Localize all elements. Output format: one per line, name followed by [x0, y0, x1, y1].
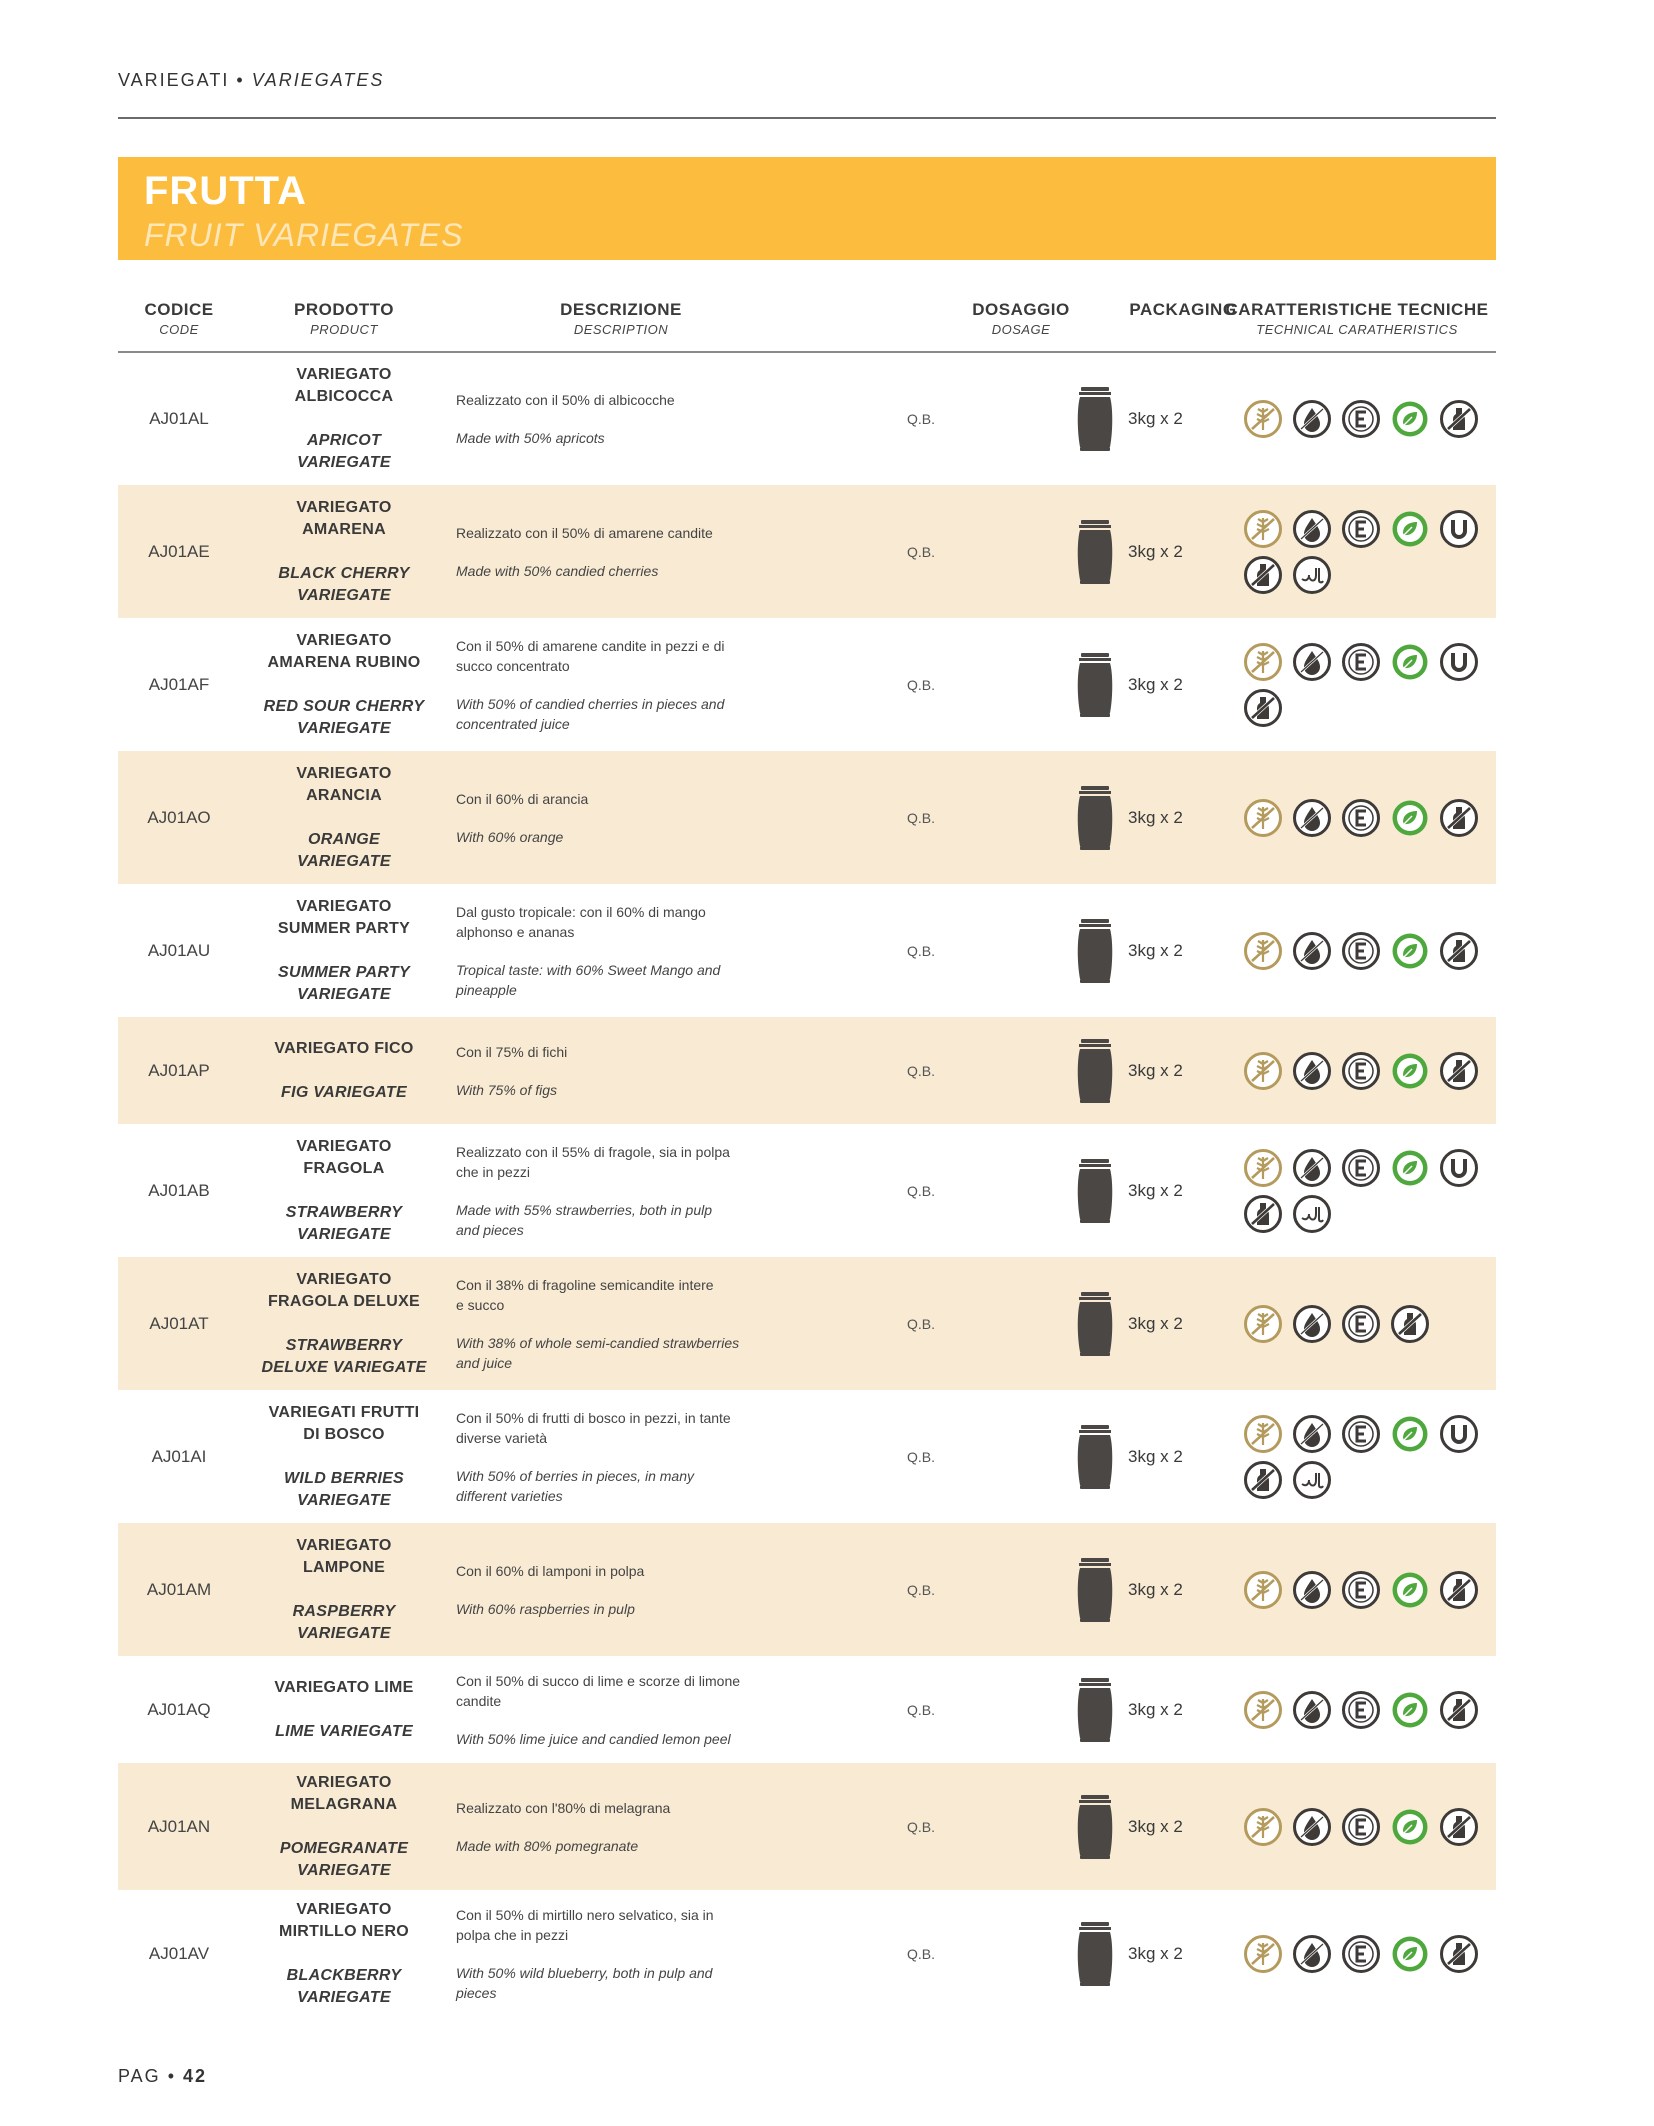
product-name-en-line: VARIEGATE — [297, 985, 391, 1003]
description-en-line: With 38% of whole semi-candied strawberries — [456, 1334, 740, 1351]
product-name-it-line: SUMMER PARTY — [277, 919, 411, 937]
description-it-line: Con il 75% di fichi — [456, 1043, 568, 1060]
packaging-text: 3kg x 2 — [1128, 1580, 1183, 1599]
vegan-icon — [1390, 1934, 1430, 1974]
no-alcohol-icon — [1439, 1807, 1479, 1847]
jar-icon — [1075, 1037, 1115, 1105]
description-en-line: Made with 50% apricots — [456, 430, 605, 446]
e-additive-free-icon — [1341, 1807, 1381, 1847]
table-row — [118, 751, 1496, 884]
col-dosage-sub: DOSAGE — [991, 322, 1051, 337]
description-en-line: Tropical taste: with 60% Sweet Mango and — [456, 961, 721, 978]
product-name-it-line: LAMPONE — [302, 1558, 386, 1576]
product-name-it-line: VARIEGATO — [296, 1137, 392, 1155]
col-description-main: DESCRIZIONE — [560, 300, 682, 319]
product-name — [240, 1763, 448, 1890]
table-row — [118, 485, 1496, 618]
product-name-en-line: DELUXE VARIEGATE — [261, 1358, 427, 1376]
vegan-icon — [1390, 931, 1430, 971]
jar-icon — [1075, 385, 1115, 453]
product-name-en-line: VARIEGATE — [297, 852, 391, 870]
vegan-icon — [1390, 1807, 1430, 1847]
product-name-en-line: APRICOT — [306, 432, 382, 449]
product-name-en-line: VARIEGATE — [297, 586, 391, 604]
description-it-line: Con il 50% di frutti di bosco in pezzi, in tante — [456, 1409, 731, 1426]
product-name-it-line: VARIEGATO — [296, 366, 392, 383]
no-alcohol-icon — [1243, 555, 1283, 595]
table-row — [118, 1890, 1496, 2017]
table-row — [118, 1390, 1496, 1523]
description-it-line: Con il 50% di succo di lime e scorze di limone — [456, 1672, 741, 1689]
product-name-en-line: VARIEGATE — [297, 1225, 391, 1243]
product-name — [240, 353, 448, 485]
category-title: FRUTTA — [144, 169, 307, 213]
col-product — [240, 300, 448, 337]
table-row — [118, 1257, 1496, 1390]
col-description-sub: DESCRIPTION — [573, 322, 669, 337]
col-code-main: CODICE — [144, 300, 214, 319]
packaging-text: 3kg x 2 — [1128, 941, 1183, 960]
product-dosage: Q.B. — [906, 942, 935, 959]
no-alcohol-icon — [1390, 1304, 1430, 1344]
no-alcohol-icon — [1439, 1570, 1479, 1610]
table-row — [118, 1656, 1496, 1763]
product-name — [240, 1523, 448, 1656]
feature-icons — [1238, 1124, 1496, 1257]
product-dosage: Q.B. — [906, 1182, 935, 1199]
gluten-free-icon — [1243, 1690, 1283, 1730]
feature-icons — [1238, 1890, 1496, 2017]
description-en-line: different varieties — [456, 1487, 563, 1504]
jar-icon — [1075, 917, 1115, 985]
product-name — [240, 751, 448, 884]
palm-oil-free-icon — [1292, 1051, 1332, 1091]
description-it-line: polpa che in pezzi — [456, 1926, 569, 1943]
description-en-line: With 50% wild blueberry, both in pulp and — [456, 1964, 713, 1981]
table-row — [118, 1124, 1496, 1257]
jar-icon — [1075, 1157, 1115, 1225]
vegan-icon — [1390, 399, 1430, 439]
product-name-it-line: VARIEGATO — [296, 1900, 392, 1918]
product-dosage: Q.B. — [906, 1818, 935, 1835]
kosher-u-icon — [1439, 642, 1479, 682]
page-separator: • — [167, 2066, 177, 2086]
description-it-line: diverse varietà — [456, 1429, 548, 1446]
e-additive-free-icon — [1341, 509, 1381, 549]
packaging-text: 3kg x 2 — [1128, 808, 1183, 827]
jar-icon — [1075, 651, 1115, 719]
description-it-line: che in pezzi — [456, 1163, 530, 1180]
description-en-line: With 60% orange — [456, 828, 564, 845]
product-code: AJ01AV — [148, 1943, 210, 1963]
jar-icon — [1075, 1556, 1115, 1624]
product-dosage: Q.B. — [906, 1315, 935, 1332]
product-name-it-line: FRAGOLA — [303, 1159, 385, 1177]
table-header — [118, 300, 1496, 352]
feature-icons — [1238, 1656, 1496, 1763]
product-name-en-line: RED SOUR CHERRY — [263, 697, 425, 715]
description-en-line: pieces — [456, 1984, 497, 2001]
no-alcohol-icon — [1439, 399, 1479, 439]
feature-icons — [1238, 353, 1496, 485]
product-name-it-line: AMARENA RUBINO — [267, 653, 421, 671]
product-name-en-line: BLACK CHERRY — [278, 564, 410, 582]
product-code: AJ01AQ — [147, 1699, 211, 1719]
product-name-it-line: VARIEGATO — [296, 764, 392, 782]
palm-oil-free-icon — [1292, 509, 1332, 549]
e-additive-free-icon — [1341, 399, 1381, 439]
packaging-text: 3kg x 2 — [1128, 1181, 1183, 1200]
col-packaging-main: PACKAGING — [1129, 300, 1237, 319]
feature-icons — [1238, 751, 1496, 884]
no-alcohol-icon — [1439, 1690, 1479, 1730]
e-additive-free-icon — [1341, 1148, 1381, 1188]
product-description — [456, 618, 786, 751]
product-code: AJ01AT — [149, 1313, 209, 1333]
product-description — [456, 353, 786, 485]
table-row — [118, 1017, 1496, 1124]
description-it-line: succo concentrato — [456, 657, 570, 674]
product-name-it-line: VARIEGATO — [296, 1270, 392, 1288]
description-en-line: and juice — [456, 1354, 513, 1371]
no-alcohol-icon — [1243, 688, 1283, 728]
product-name-it-line: VARIEGATO FICO — [274, 1039, 414, 1057]
jar-icon — [1075, 784, 1115, 852]
jar-icon — [1075, 518, 1115, 586]
gluten-free-icon — [1243, 1807, 1283, 1847]
product-name — [240, 618, 448, 751]
e-additive-free-icon — [1341, 798, 1381, 838]
palm-oil-free-icon — [1292, 399, 1332, 439]
packaging-text: 3kg x 2 — [1128, 675, 1183, 694]
product-name-it-line: VARIEGATO — [296, 1536, 392, 1554]
product-name-en-line: RASPBERRY — [292, 1602, 396, 1620]
palm-oil-free-icon — [1292, 1414, 1332, 1454]
description-it-line: Realizzato con il 50% di albicocche — [456, 392, 675, 408]
product-dosage: Q.B. — [906, 1448, 935, 1465]
table-row — [118, 1763, 1496, 1890]
jar-icon — [1075, 1423, 1115, 1491]
table-row — [118, 618, 1496, 751]
section-label-it: VARIEGATI — [118, 70, 230, 90]
product-name-en-line: VARIEGATE — [297, 1861, 391, 1879]
palm-oil-free-icon — [1292, 931, 1332, 971]
product-description — [456, 1763, 786, 1890]
description-en-line: With 50% of berries in pieces, in many — [456, 1467, 694, 1484]
gluten-free-icon — [1243, 931, 1283, 971]
description-en-line: Made with 50% candied cherries — [456, 562, 659, 579]
feature-icons — [1238, 884, 1496, 1017]
product-name-it-line: VARIEGATO — [296, 631, 392, 649]
page-number: 42 — [183, 2066, 208, 2086]
product-description — [456, 1017, 786, 1124]
description-it-line: Con il 50% di mirtillo nero selvatico, sia in — [456, 1906, 714, 1923]
description-en-line: With 50% lime juice and candied lemon peel — [456, 1730, 731, 1747]
product-name-en-line: VARIEGATE — [297, 1624, 391, 1642]
description-it-line: Realizzato con l'80% di melagrana — [456, 1799, 671, 1816]
kosher-u-icon — [1439, 1414, 1479, 1454]
col-code — [118, 300, 240, 337]
product-name — [240, 1656, 448, 1763]
product-dosage: Q.B. — [906, 1581, 935, 1598]
description-it-line: Con il 38% di fragoline semicandite intere — [456, 1276, 714, 1293]
product-name-it-line: ALBICOCCA — [294, 388, 394, 405]
packaging-text: 3kg x 2 — [1128, 542, 1183, 561]
halal-icon — [1292, 555, 1332, 595]
product-name-en-line: STRAWBERRY — [285, 1203, 403, 1221]
no-alcohol-icon — [1243, 1194, 1283, 1234]
product-name-en-line: SUMMER PARTY — [278, 963, 410, 981]
description-it-line: Realizzato con il 55% di fragole, sia in polpa — [456, 1143, 730, 1160]
page-label: PAG — [118, 2066, 161, 2086]
palm-oil-free-icon — [1292, 1934, 1332, 1974]
e-additive-free-icon — [1341, 1414, 1381, 1454]
product-name — [240, 1124, 448, 1257]
e-additive-free-icon — [1341, 931, 1381, 971]
col-features-main: CARATTERISTICHE TECNICHE — [1225, 300, 1489, 319]
product-description — [456, 1523, 786, 1656]
description-en-line: Made with 55% strawberries, both in pulp — [456, 1201, 713, 1218]
product-name-it-line: AMARENA — [302, 520, 386, 538]
top-divider — [118, 117, 1496, 119]
category-banner — [118, 157, 1496, 260]
jar-icon — [1075, 1290, 1115, 1358]
e-additive-free-icon — [1341, 1570, 1381, 1610]
product-name-en-line: STRAWBERRY — [285, 1336, 403, 1354]
product-name-en-line: VARIEGATE — [297, 1988, 391, 2006]
jar-icon — [1075, 1676, 1115, 1744]
product-name-en-line: POMEGRANATE — [279, 1839, 409, 1857]
product-dosage: Q.B. — [906, 1062, 935, 1079]
product-name-en-line: FIG VARIEGATE — [281, 1083, 407, 1101]
vegan-icon — [1390, 642, 1430, 682]
vegan-icon — [1390, 1570, 1430, 1610]
vegan-icon — [1390, 1051, 1430, 1091]
product-name-it-line: DI BOSCO — [303, 1425, 385, 1443]
description-en-line: With 50% of candied cherries in pieces and — [456, 695, 725, 712]
gluten-free-icon — [1243, 1051, 1283, 1091]
description-it-line: Con il 60% di arancia — [456, 790, 589, 807]
e-additive-free-icon — [1341, 1051, 1381, 1091]
product-description — [456, 1257, 786, 1390]
product-dosage: Q.B. — [906, 676, 935, 693]
product-description — [456, 1890, 786, 2017]
product-name-it-line: VARIEGATO — [296, 1773, 392, 1791]
product-code: AJ01AM — [146, 1579, 212, 1599]
gluten-free-icon — [1243, 399, 1283, 439]
product-name-en-line: VARIEGATE — [297, 719, 391, 737]
feature-icons — [1238, 1390, 1496, 1523]
halal-icon — [1292, 1460, 1332, 1500]
description-it-line: Con il 50% di amarene candite in pezzi e di — [456, 637, 725, 654]
product-name-en-line: ORANGE — [307, 830, 381, 848]
vegan-icon — [1390, 509, 1430, 549]
vegan-icon — [1390, 1414, 1430, 1454]
product-name-it-line: VARIEGATO LIME — [274, 1678, 414, 1696]
packaging-text: 3kg x 2 — [1128, 1314, 1183, 1333]
feature-icons — [1238, 1257, 1496, 1390]
product-name — [240, 1390, 448, 1523]
gluten-free-icon — [1243, 642, 1283, 682]
product-dosage: Q.B. — [906, 411, 935, 427]
product-dosage: Q.B. — [906, 809, 935, 826]
description-en-line: concentrated juice — [456, 715, 570, 732]
product-code: AJ01AL — [149, 409, 209, 428]
jar-icon — [1075, 1920, 1115, 1988]
packaging-text: 3kg x 2 — [1128, 1061, 1183, 1080]
product-name — [240, 1890, 448, 2017]
gluten-free-icon — [1243, 1148, 1283, 1188]
product-name — [240, 884, 448, 1017]
product-name-it-line: ARANCIA — [306, 786, 382, 804]
gluten-free-icon — [1243, 1304, 1283, 1344]
product-dosage: Q.B. — [906, 1945, 935, 1962]
product-code: AJ01AN — [147, 1816, 211, 1836]
feature-icons — [1238, 1763, 1496, 1890]
product-description — [456, 751, 786, 884]
description-it-line: Dal gusto tropicale: con il 60% di mango — [456, 903, 706, 920]
product-name-it-line: MIRTILLO NERO — [278, 1922, 410, 1940]
vegan-icon — [1390, 1690, 1430, 1730]
product-description — [456, 884, 786, 1017]
packaging-text: 3kg x 2 — [1128, 409, 1183, 428]
description-en-line: and pieces — [456, 1221, 524, 1238]
no-alcohol-icon — [1439, 1051, 1479, 1091]
product-name — [240, 1017, 448, 1124]
col-features-sub: TECHNICAL CARATHERISTICS — [1256, 322, 1458, 337]
description-en-line: pineapple — [456, 981, 517, 998]
product-code: AJ01AU — [147, 940, 211, 960]
page-footer — [118, 2066, 207, 2087]
packaging-text: 3kg x 2 — [1128, 1700, 1183, 1719]
product-code: AJ01AE — [148, 541, 210, 561]
kosher-u-icon — [1439, 509, 1479, 549]
product-description — [456, 1390, 786, 1523]
gluten-free-icon — [1243, 798, 1283, 838]
palm-oil-free-icon — [1292, 798, 1332, 838]
product-name-en-line: VARIEGATE — [297, 1491, 391, 1509]
description-it-line: e succo — [456, 1296, 505, 1313]
col-description — [456, 300, 786, 337]
description-en-line: Made with 80% pomegranate — [456, 1837, 639, 1854]
product-name-it-line: VARIEGATI FRUTTI — [268, 1403, 420, 1421]
product-name-en-line: BLACKBERRY — [286, 1966, 402, 1984]
product-name-en-line: WILD BERRIES — [283, 1469, 405, 1487]
description-it-line: Realizzato con il 50% di amarene candite — [456, 524, 713, 541]
product-description — [456, 485, 786, 618]
halal-icon — [1292, 1194, 1332, 1234]
feature-icons — [1238, 1523, 1496, 1656]
e-additive-free-icon — [1341, 1304, 1381, 1344]
gluten-free-icon — [1243, 1934, 1283, 1974]
packaging-text: 3kg x 2 — [1128, 1817, 1183, 1836]
product-name-en-line: VARIEGATE — [297, 454, 391, 471]
section-separator: • — [236, 70, 245, 90]
palm-oil-free-icon — [1292, 1690, 1332, 1730]
category-subtitle: FRUIT VARIEGATES — [144, 217, 464, 253]
packaging-text: 3kg x 2 — [1128, 1944, 1183, 1963]
product-name-it-line: VARIEGATO — [296, 897, 392, 915]
table-row — [118, 884, 1496, 1017]
palm-oil-free-icon — [1292, 1148, 1332, 1188]
product-code: AJ01AF — [148, 674, 210, 694]
feature-icons — [1238, 1017, 1496, 1124]
product-dosage: Q.B. — [906, 1701, 935, 1718]
kosher-u-icon — [1439, 1148, 1479, 1188]
table-row — [118, 353, 1496, 485]
feature-icons — [1238, 618, 1496, 751]
e-additive-free-icon — [1341, 642, 1381, 682]
description-en-line: With 75% of figs — [456, 1081, 558, 1098]
col-product-sub: PRODUCT — [310, 322, 378, 337]
product-name-it-line: VARIEGATO — [296, 498, 392, 516]
col-code-sub: CODE — [159, 322, 199, 337]
product-name — [240, 1257, 448, 1390]
section-label — [118, 70, 384, 91]
vegan-icon — [1390, 798, 1430, 838]
palm-oil-free-icon — [1292, 1570, 1332, 1610]
no-alcohol-icon — [1243, 1460, 1283, 1500]
description-it-line: alphonso e ananas — [456, 923, 575, 940]
packaging-text: 3kg x 2 — [1128, 1447, 1183, 1466]
jar-icon — [1075, 1793, 1115, 1861]
e-additive-free-icon — [1341, 1690, 1381, 1730]
product-code: AJ01AO — [147, 807, 211, 827]
description-en-line: With 60% raspberries in pulp — [456, 1600, 635, 1617]
palm-oil-free-icon — [1292, 1807, 1332, 1847]
product-dosage: Q.B. — [906, 543, 935, 560]
palm-oil-free-icon — [1292, 642, 1332, 682]
palm-oil-free-icon — [1292, 1304, 1332, 1344]
product-name-it-line: FRAGOLA DELUXE — [267, 1292, 421, 1310]
product-name-en-line: LIME VARIEGATE — [275, 1722, 413, 1740]
description-it-line: Con il 60% di lamponi in polpa — [456, 1562, 645, 1579]
product-name-it-line: MELAGRANA — [290, 1795, 398, 1813]
description-it-line: candite — [456, 1692, 502, 1709]
product-description — [456, 1124, 786, 1257]
no-alcohol-icon — [1439, 798, 1479, 838]
product-description — [456, 1656, 786, 1763]
product-code: AJ01AI — [151, 1446, 207, 1466]
gluten-free-icon — [1243, 509, 1283, 549]
col-dosage-main: DOSAGGIO — [972, 300, 1070, 319]
product-code: AJ01AB — [148, 1180, 210, 1200]
product-name — [240, 485, 448, 618]
section-label-en: VARIEGATES — [251, 70, 385, 90]
gluten-free-icon — [1243, 1414, 1283, 1454]
vegan-icon — [1390, 1148, 1430, 1188]
product-code: AJ01AP — [148, 1060, 210, 1080]
table-row — [118, 1523, 1496, 1656]
col-product-main: PRODOTTO — [293, 300, 395, 319]
e-additive-free-icon — [1341, 1934, 1381, 1974]
feature-icons — [1238, 485, 1496, 618]
no-alcohol-icon — [1439, 931, 1479, 971]
product-table — [118, 353, 1496, 2017]
gluten-free-icon — [1243, 1570, 1283, 1610]
col-features — [1218, 300, 1496, 337]
no-alcohol-icon — [1439, 1934, 1479, 1974]
